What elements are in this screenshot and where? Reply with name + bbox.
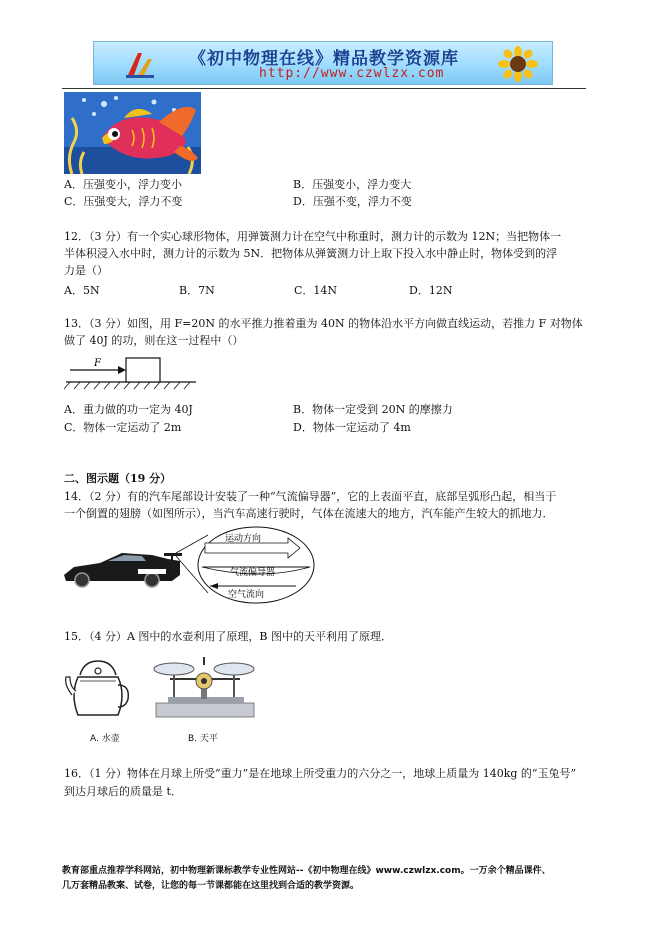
site-logo-icon: [124, 49, 156, 79]
q16-text-line-2: 到达月球后的质量是 t．: [64, 785, 182, 798]
q13-option-c: C．物体一定运动了 2m: [64, 421, 182, 434]
sunflower-icon: [496, 46, 540, 82]
car-spoiler-diagram: [60, 523, 330, 608]
q15-text-line-1: 15．（4 分）A 图中的水壶利用了原理，B 图中的天平利用了原理．: [64, 630, 393, 643]
footer-line-2: 几万套精品教案、试卷，让您的每一节课都能在这里找到合适的教学资源。: [62, 881, 360, 891]
q11-option-d: D．压强不变，浮力不变: [293, 195, 412, 208]
q16-text-line-1: 16．（1 分）物体在月球上所受“重力”是在地球上所受重力的六分之一，地球上质量为 140kg 的“玉兔号”: [64, 767, 577, 780]
q14-text-line-1: 14．（2 分）有的汽车尾部设计安装了一种“气流偏导器”，它的上表面平直，底部呈弧形凸起，相当于: [64, 490, 557, 503]
q13-text-line-1: 13．（3 分）如图，用 F=20N 的水平推力推着重为 40N 的物体沿水平方向做直线运动，若推力 F 对物体: [64, 317, 583, 330]
q14-text-line-2: 一个倒置的翅膀（如图所示），当汽车高速行驶时，气体在流速大的地方，汽车能产生较大的抓地力．: [64, 507, 554, 520]
q11-option-a: A．压强变小，浮力变小: [64, 178, 182, 191]
q11-option-b: B．压强变小，浮力变大: [293, 178, 412, 191]
q13-text-line-2: 做了 40J 的功，则在这一过程中（）: [64, 334, 244, 347]
q13-option-a: A．重力做的功一定为 40J: [64, 403, 193, 416]
banner-title: 《初中物理在线》精品教学资源库: [189, 49, 459, 69]
banner-url: http://www.czwlzx.com: [259, 66, 445, 81]
push-block-diagram: [64, 353, 199, 393]
section-2-heading: 二、图示题（19 分）: [64, 472, 172, 485]
q13-option-b: B．物体一定受到 20N 的摩擦力: [293, 403, 453, 416]
q13-option-d: D．物体一定运动了 4m: [293, 421, 411, 434]
header-banner: [93, 41, 553, 85]
q12-text-line-2: 半体积浸入水中时，测力计的示数为 5N．把物体从弹簧测力计上取下投入水中静止时，物体受到的浮: [64, 247, 558, 260]
header-divider: [62, 88, 586, 89]
kettle-image: [64, 655, 134, 721]
q12-option-b: B．7N: [179, 284, 215, 297]
q12-text-line-1: 12．（3 分）有一个实心球形物体，用弹簧测力计在空气中称重时，测力计的示数为 12N；当把物体一: [64, 230, 562, 243]
balance-caption: B. 天平: [188, 734, 218, 744]
deflector-label: 气流偏导器: [230, 568, 276, 578]
q11-option-c: C．压强变大，浮力不变: [64, 195, 183, 208]
q12-option-a: A．5N: [64, 284, 100, 297]
motion-direction-label: 运动方向: [225, 534, 262, 544]
goldfish-image: [64, 92, 201, 174]
q12-option-d: D．12N: [409, 284, 453, 297]
q12-option-c: C．14N: [294, 284, 338, 297]
kettle-caption: A. 水壶: [90, 734, 120, 744]
force-label: F: [94, 358, 101, 369]
balance-scale-image: [148, 655, 260, 721]
air-flow-label: 空气流向: [228, 590, 265, 600]
footer-line-1: 教育部重点推荐学科网站，初中物理新课标教学专业性网站--《初中物理在线》www.czwlzx.com。一万余个精品课件、: [62, 866, 551, 876]
q12-text-line-3: 力是（）: [64, 264, 108, 277]
